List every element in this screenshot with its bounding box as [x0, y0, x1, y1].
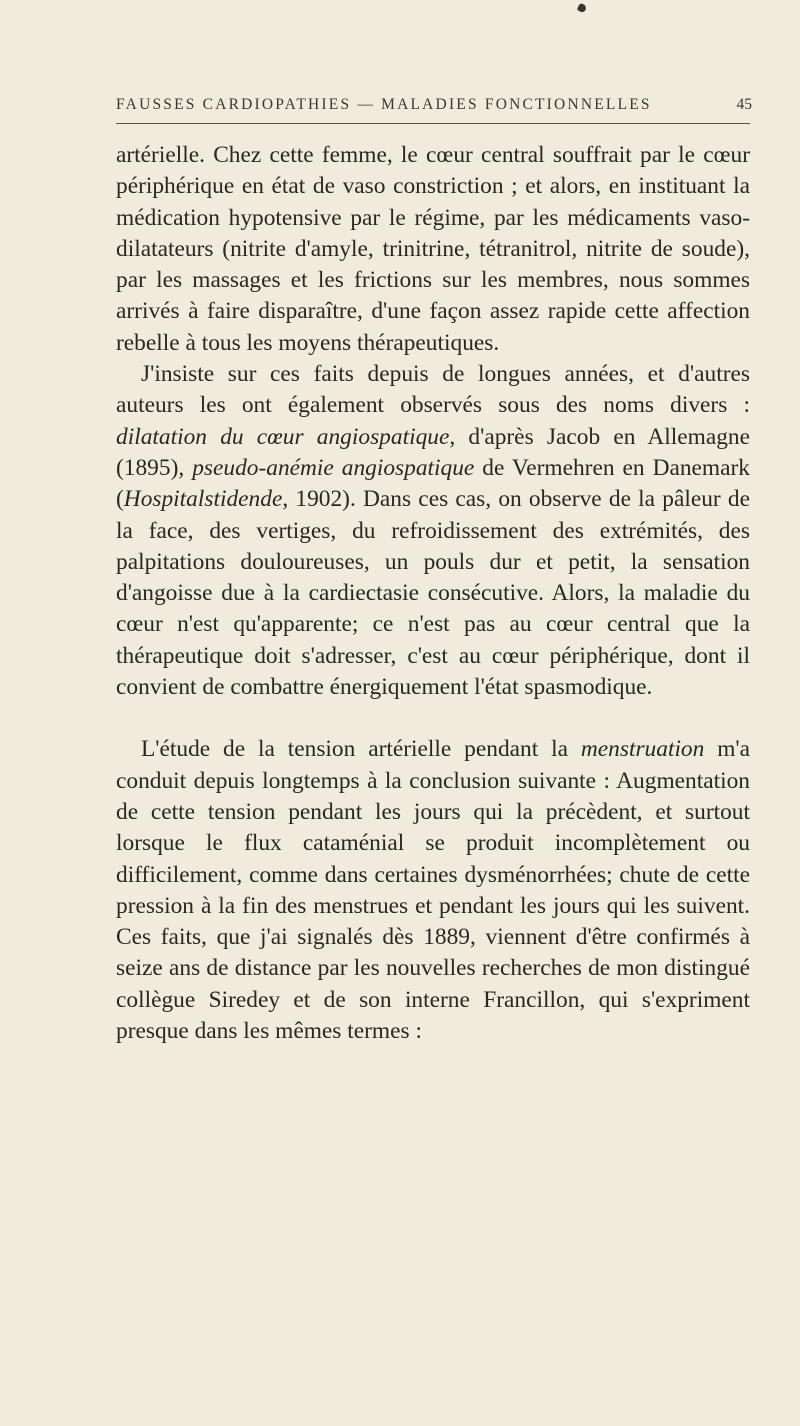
body-text — [116, 140, 750, 1047]
paragraph-2-text: , d'après Jacob en Allemagne (1895), — [116, 423, 750, 481]
page-number: 45 — [736, 96, 752, 113]
italic-term: menstruation — [580, 736, 705, 763]
paragraph-3-text: m'a conduit depuis longtemps à la conclusion suivante : Augmentation de cette tension pendant les jours qui la précèdent, et surtout lorsque le flux cataménial se produit incomplètement ou difficilement, comme dans certaines dysménorrhées; chute de cette pression à la fin des menstrues et pendant les jours qui les suivent. Ces faits, que j'ai signalés dès 1889, viennent d'être confirmés à seize ans de distance par les nouvelles recherches de mon distingué collègue Siredey et de son interne Francillon, qui s'expriment presque dans les mêmes termes : — [116, 736, 750, 1045]
paragraph-2-text: , 1902). Dans ces cas, on observe de la pâleur de la face, des vertiges, du refroidissement des extrémités, des palpitations douloureuses, un pouls dur et petit, la sensation d'angoisse due à la cardiectasie consécutive. Alors, la maladie du cœur n'est qu'apparente; ce n'est pas au cœur central que la thérapeutique doit s'adresser, c'est au cœur périphérique, dont il convient de combattre énergiquement l'état spasmodique. — [116, 486, 750, 701]
italic-term: pseudo-anémie angiospatique — [192, 454, 475, 481]
paragraph-1 — [116, 140, 750, 359]
paragraph-2-text: de Vermehren en Danemark ( — [116, 454, 750, 513]
ink-speck — [577, 3, 588, 14]
paragraph-3-text: L'étude de la tension artérielle pendant la — [141, 736, 581, 763]
header-rule — [116, 123, 750, 124]
running-head — [116, 96, 752, 114]
running-title: FAUSSES CARDIOPATHIES — MALADIES FONCTIONNELLES — [116, 96, 652, 113]
paragraph-3 — [116, 734, 750, 1047]
paragraph-2 — [116, 359, 750, 703]
paragraph-2-text: J'insiste sur ces faits depuis de longues années, et d'autres auteurs les ont également observés sous des noms divers : — [116, 361, 750, 419]
italic-term: dilatation du cœur angiospatique — [116, 423, 450, 450]
italic-journal-title: Hospitalstidende — [123, 486, 283, 513]
paragraph-1-text: artérielle. Chez cette femme, le cœur central souffrait par le cœur périphérique en état de vaso constriction ; et alors, en instituant la médication hypotensive par le régime, par les médicaments vaso-dilatateurs (nitrite d'amyle, trinitrine, tétranitrol, nitrite de soude), par les massages et les frictions sur les membres, nous sommes arrivés à faire disparaître, d'une façon assez rapide cette affection rebelle à tous les moyens thérapeutiques. — [116, 142, 750, 356]
